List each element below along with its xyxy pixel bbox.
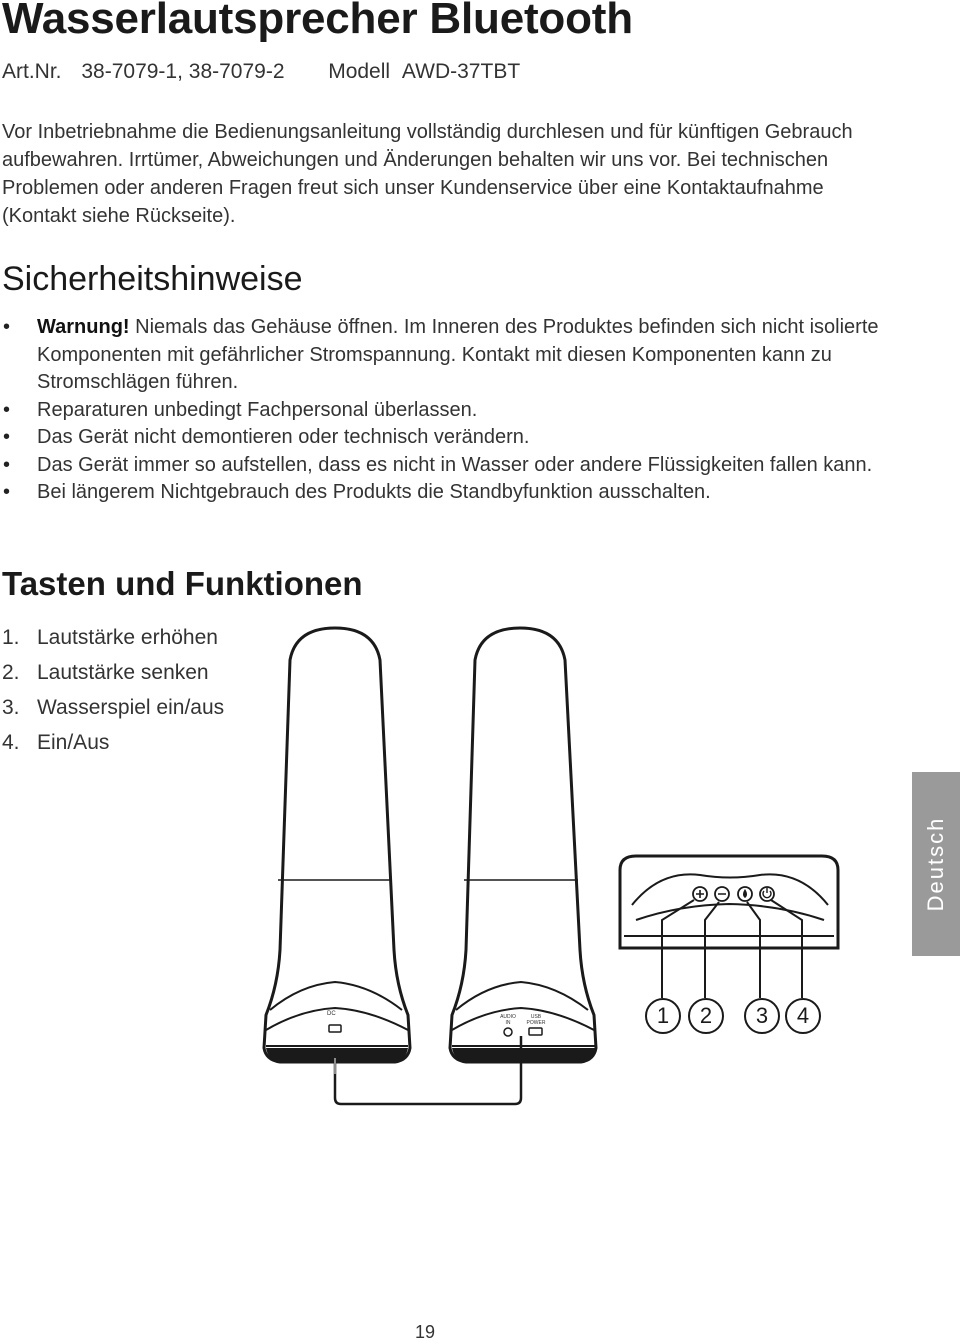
list-item: • Das Gerät nicht demontieren oder technisch verändern. <box>0 424 880 452</box>
language-tab <box>912 772 960 956</box>
list-item: 3. Wasserspiel ein/aus <box>2 696 225 719</box>
dc-port-icon <box>329 1025 341 1032</box>
functions-list <box>2 620 224 760</box>
safety-list <box>0 314 880 507</box>
language-tab-label: Deutsch <box>923 816 948 912</box>
list-item: • Warnung! Niemals das Gehäuse öffnen. Im Inneren des Produktes befinden sich nicht isolierte Komponenten mit gefährlicher Stromspannung. Kontakt mit diesen Komponenten kann zu Stromschlägen führen. <box>0 314 880 397</box>
functions-heading: Tasten und Funktionen <box>2 565 363 602</box>
callout-1: 1 <box>645 998 681 1034</box>
callout-2: 2 <box>688 998 724 1034</box>
left-speaker-body <box>264 628 410 1062</box>
article-info <box>2 60 520 84</box>
list-item: 2. Lautstärke senken <box>2 661 209 684</box>
list-item: • Reparaturen unbedingt Fachpersonal überlassen. <box>0 397 880 425</box>
callout-3: 3 <box>744 998 780 1034</box>
usb-port-label: USB POWER <box>526 1014 546 1026</box>
page-title: Wasserlautsprecher Bluetooth <box>2 0 633 43</box>
audio-port-icon <box>504 1028 512 1036</box>
list-item: 4. Ein/Aus <box>2 731 110 754</box>
callout-4: 4 <box>785 998 821 1034</box>
intro-paragraph: Vor Inbetriebnahme die Bedienungsanleitung vollständig durchlesen und für künftigen Gebrauch aufbewahren. Irrtümer, Abweichungen und Änderungen behalten wir uns vor. Bei technischen Problemen oder anderen Fragen freut sich unser Kundenservice über eine Kontaktaufnahme (Kontakt siehe Rückseite). <box>2 121 853 227</box>
article-label: Art.Nr. <box>2 60 62 83</box>
model-label: Modell <box>328 60 391 83</box>
list-item: 1. Lautstärke erhöhen <box>2 626 218 649</box>
audio-port-label: AUDIO IN <box>500 1014 516 1026</box>
page-number: 19 <box>414 1322 436 1342</box>
model-value: AWD-37TBT <box>401 60 521 83</box>
dc-port-label: DC <box>327 1011 336 1017</box>
list-item: • Bei längerem Nichtgebrauch des Produkts die Standbyfunktion ausschalten. <box>0 479 880 507</box>
list-item: • Das Gerät immer so aufstellen, dass es nicht in Wasser oder andere Flüssigkeiten fallen kann. <box>0 452 880 480</box>
usb-port-icon <box>529 1028 542 1035</box>
safety-heading: Sicherheitshinweise <box>2 260 303 298</box>
speaker-illustration <box>250 610 840 1110</box>
control-panel-closeup <box>620 856 838 998</box>
warning-label: Warnung! <box>37 316 130 338</box>
article-numbers: 38-7079-1, 38-7079-2 <box>81 60 285 83</box>
right-speaker-body <box>450 628 596 1062</box>
